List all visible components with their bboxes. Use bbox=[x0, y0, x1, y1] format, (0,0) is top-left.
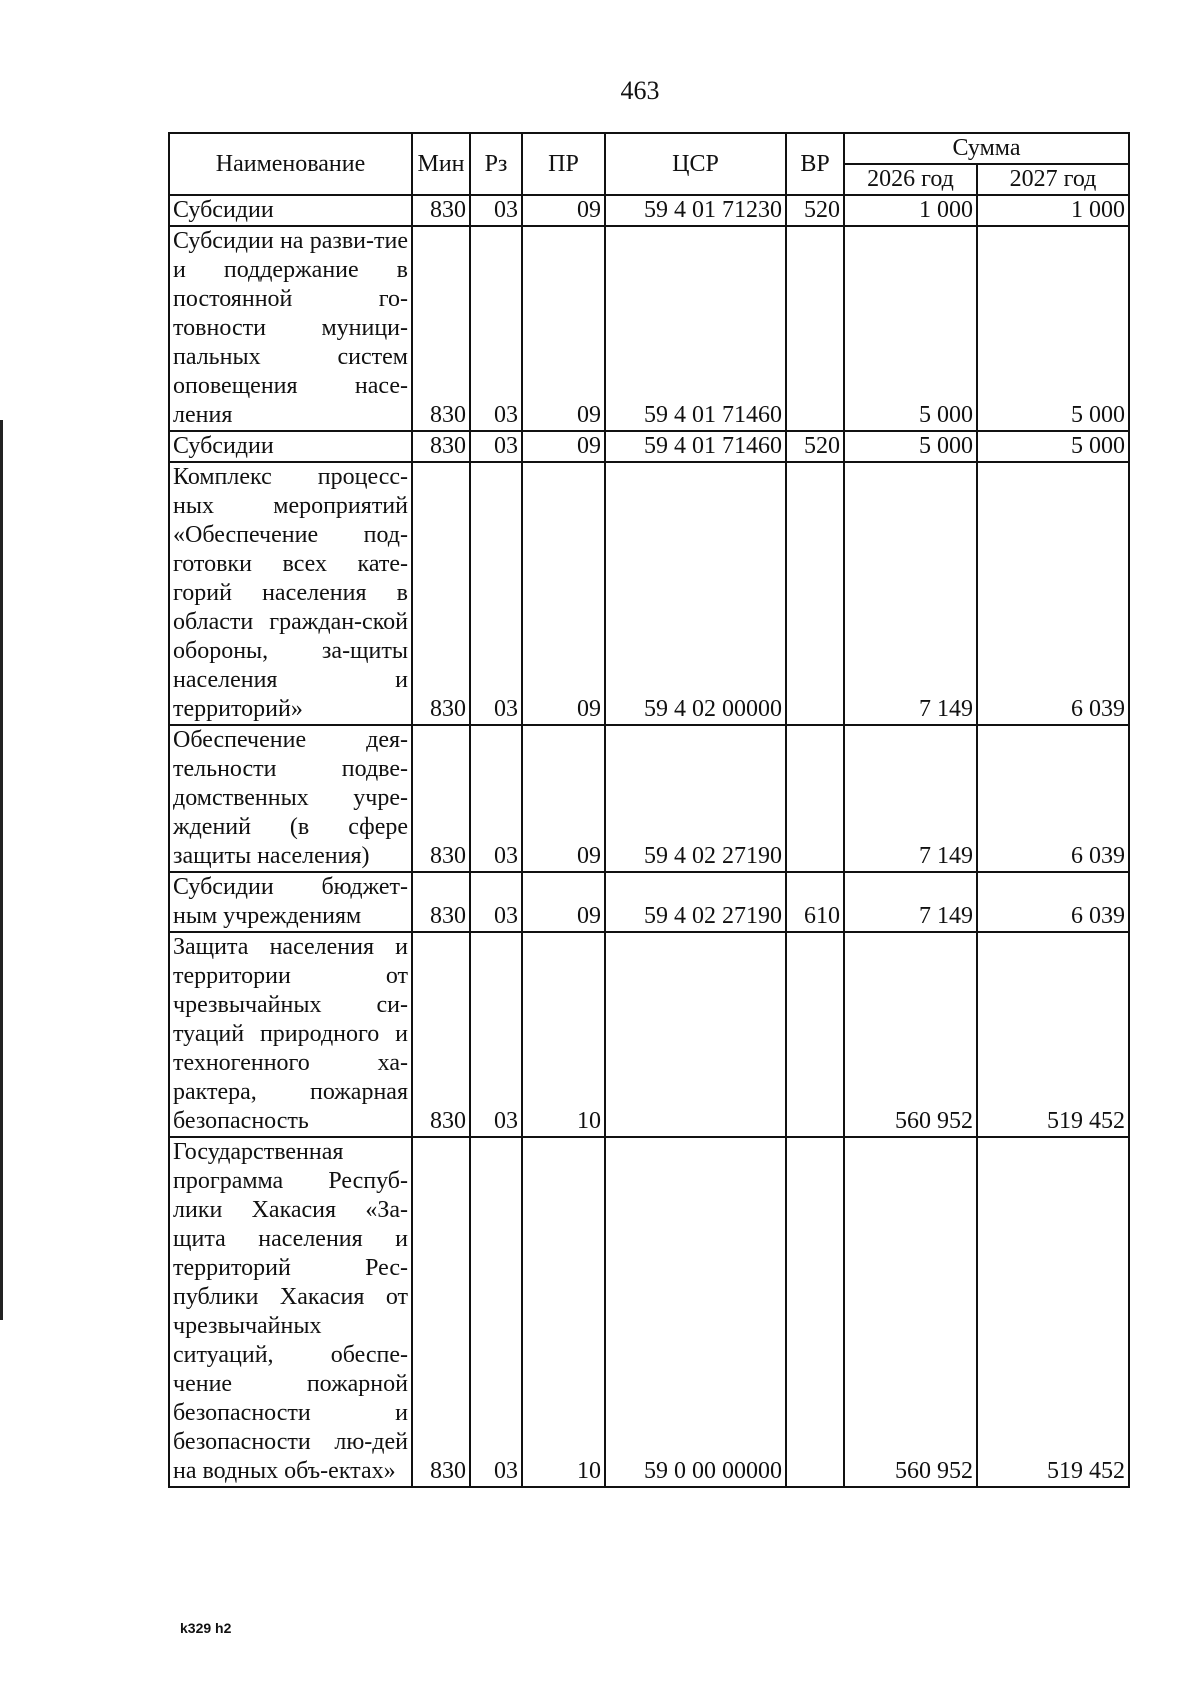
cell-rz: 03 bbox=[470, 1137, 522, 1487]
cell-pr: 09 bbox=[522, 226, 605, 431]
cell-y2027: 519 452 bbox=[977, 932, 1129, 1137]
cell-vr bbox=[786, 725, 844, 872]
cell-name: Обеспечение дея-тельности подве-домственных учре-ждений (в сфере защиты населения) bbox=[169, 725, 412, 872]
cell-name: Государственная программа Респуб-лики Хакасия «За-щита населения и территорий Рес-публики Хакасия от чрезвычайных ситуаций, обеспе-чение пожарной безопасности и безопасности лю-дей на водных объ-ектах» bbox=[169, 1137, 412, 1487]
cell-min: 830 bbox=[412, 462, 470, 725]
cell-name: Субсидии bbox=[169, 431, 412, 462]
cell-rz: 03 bbox=[470, 725, 522, 872]
cell-y2026: 7 149 bbox=[844, 462, 977, 725]
header-year-2027: 2027 год bbox=[977, 164, 1129, 195]
cell-min: 830 bbox=[412, 195, 470, 226]
cell-y2026: 560 952 bbox=[844, 932, 977, 1137]
cell-pr: 09 bbox=[522, 431, 605, 462]
cell-y2026: 1 000 bbox=[844, 195, 977, 226]
table-row bbox=[169, 431, 1129, 462]
header-rz: Рз bbox=[470, 133, 522, 195]
cell-min: 830 bbox=[412, 872, 470, 932]
cell-y2026: 7 149 bbox=[844, 872, 977, 932]
cell-vr bbox=[786, 1137, 844, 1487]
cell-vr: 520 bbox=[786, 195, 844, 226]
cell-pr: 09 bbox=[522, 195, 605, 226]
cell-min: 830 bbox=[412, 226, 470, 431]
budget-table bbox=[168, 132, 1130, 1488]
cell-y2026: 560 952 bbox=[844, 1137, 977, 1487]
cell-name: Субсидии bbox=[169, 195, 412, 226]
cell-y2027: 519 452 bbox=[977, 1137, 1129, 1487]
cell-vr: 520 bbox=[786, 431, 844, 462]
cell-pr: 10 bbox=[522, 1137, 605, 1487]
table-row bbox=[169, 462, 1129, 725]
cell-csr: 59 4 02 27190 bbox=[605, 725, 786, 872]
cell-y2027: 1 000 bbox=[977, 195, 1129, 226]
cell-rz: 03 bbox=[470, 462, 522, 725]
cell-pr: 09 bbox=[522, 462, 605, 725]
cell-rz: 03 bbox=[470, 195, 522, 226]
header-csr: ЦСР bbox=[605, 133, 786, 195]
cell-min: 830 bbox=[412, 1137, 470, 1487]
table-row bbox=[169, 725, 1129, 872]
cell-y2027: 5 000 bbox=[977, 431, 1129, 462]
cell-name: Субсидии бюджет-ным учреждениям bbox=[169, 872, 412, 932]
cell-vr bbox=[786, 462, 844, 725]
cell-rz: 03 bbox=[470, 932, 522, 1137]
header-pr: ПР bbox=[522, 133, 605, 195]
cell-y2027: 6 039 bbox=[977, 462, 1129, 725]
table-row bbox=[169, 872, 1129, 932]
cell-min: 830 bbox=[412, 932, 470, 1137]
page-number: 463 bbox=[620, 76, 660, 105]
cell-name: Комплекс процесс-ных мероприятий «Обеспечение под-готовки всех кате-горий населения в области граждан-ской обороны, за-щиты населения и территорий» bbox=[169, 462, 412, 725]
cell-vr bbox=[786, 226, 844, 431]
cell-csr: 59 4 02 27190 bbox=[605, 872, 786, 932]
cell-csr: 59 4 02 00000 bbox=[605, 462, 786, 725]
cell-min: 830 bbox=[412, 725, 470, 872]
cell-y2026: 5 000 bbox=[844, 226, 977, 431]
cell-name: Защита населения и территории от чрезвычайных си-туаций природного и техногенного ха-рактера, пожарная безопасность bbox=[169, 932, 412, 1137]
cell-pr: 10 bbox=[522, 932, 605, 1137]
header-vr: ВР bbox=[786, 133, 844, 195]
cell-rz: 03 bbox=[470, 431, 522, 462]
table-row bbox=[169, 932, 1129, 1137]
header-row bbox=[169, 133, 1129, 164]
table-row bbox=[169, 1137, 1129, 1487]
cell-csr bbox=[605, 932, 786, 1137]
header-min: Мин bbox=[412, 133, 470, 195]
cell-y2026: 5 000 bbox=[844, 431, 977, 462]
footer-code: k329 h2 bbox=[180, 1620, 232, 1636]
header-sum: Сумма bbox=[844, 133, 1129, 164]
table-row bbox=[169, 195, 1129, 226]
cell-pr: 09 bbox=[522, 872, 605, 932]
scan-edge-line bbox=[0, 420, 3, 1320]
cell-csr: 59 4 01 71460 bbox=[605, 431, 786, 462]
cell-vr: 610 bbox=[786, 872, 844, 932]
cell-rz: 03 bbox=[470, 226, 522, 431]
cell-pr: 09 bbox=[522, 725, 605, 872]
cell-name: Субсидии на разви-тие и поддержание в постоянной го-товности муници-пальных систем оповещения насе-ления bbox=[169, 226, 412, 431]
table-body bbox=[169, 195, 1129, 1487]
header-year-2026: 2026 год bbox=[844, 164, 977, 195]
table-row bbox=[169, 226, 1129, 431]
cell-csr: 59 4 01 71460 bbox=[605, 226, 786, 431]
cell-y2027: 6 039 bbox=[977, 872, 1129, 932]
cell-rz: 03 bbox=[470, 872, 522, 932]
cell-min: 830 bbox=[412, 431, 470, 462]
cell-csr: 59 4 01 71230 bbox=[605, 195, 786, 226]
cell-vr bbox=[786, 932, 844, 1137]
cell-y2026: 7 149 bbox=[844, 725, 977, 872]
cell-y2027: 6 039 bbox=[977, 725, 1129, 872]
header-name: Наименование bbox=[169, 133, 412, 195]
cell-y2027: 5 000 bbox=[977, 226, 1129, 431]
cell-csr: 59 0 00 00000 bbox=[605, 1137, 786, 1487]
